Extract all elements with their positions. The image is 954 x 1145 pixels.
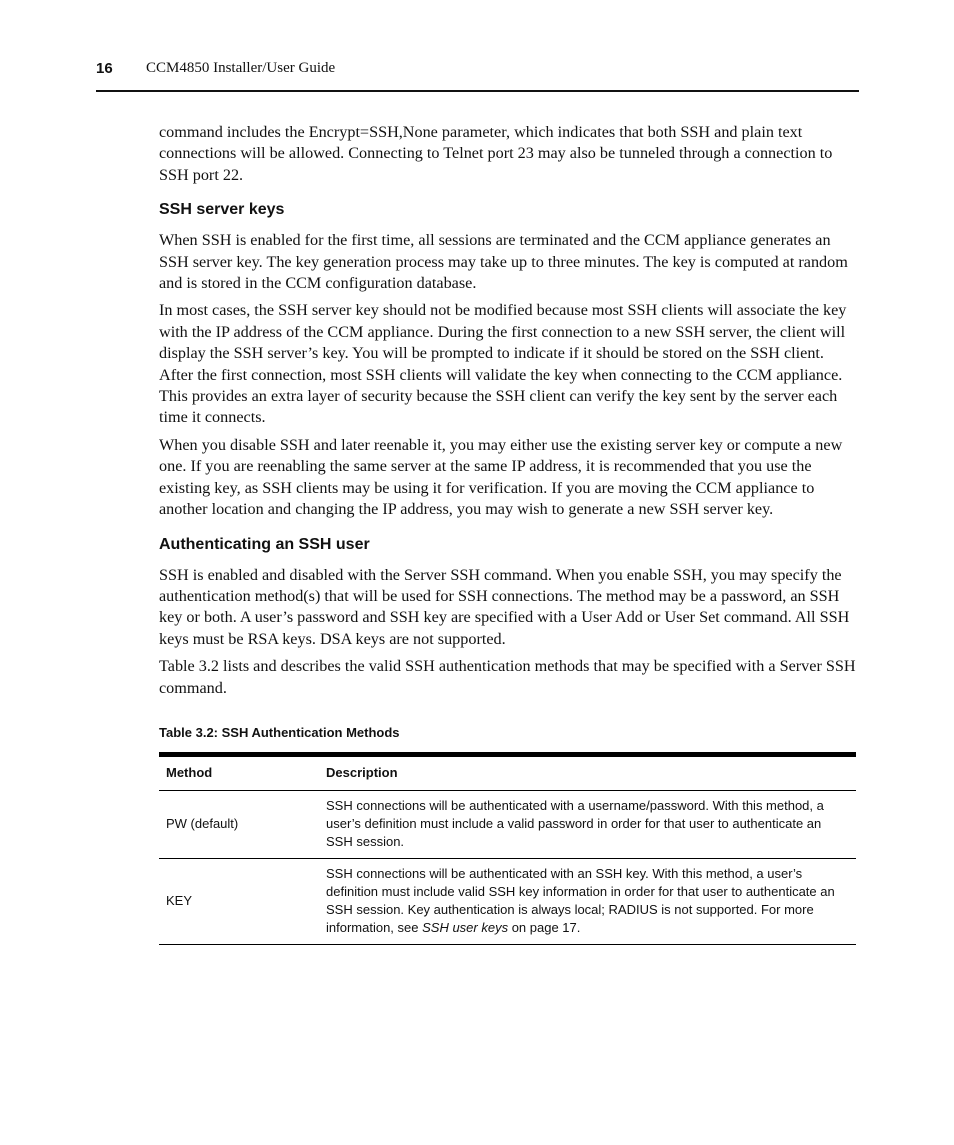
page-header <box>96 58 859 92</box>
description-cell: SSH connections will be authenticated with a username/password. With this method, a user’s definition must include a valid password in order for that user to authenticate an SSH session. <box>319 790 856 858</box>
description-cell <box>319 858 856 944</box>
server-keys-paragraph-3: When you disable SSH and later reenable it, you may either use the existing server key or compute a new one. If you are reenabling the same server at the same IP address, it is recommended that you use the existing key, as SSH clients may be using it for verification. If you are moving the CCM appliance to another location and changing the IP address, you may wish to generate a new SSH server key. <box>159 435 843 519</box>
table-row <box>159 790 856 858</box>
description-text-end: on page 17. <box>508 919 581 935</box>
table-row <box>159 858 856 944</box>
table-header-row <box>159 754 856 790</box>
ssh-auth-methods-table <box>159 752 856 945</box>
server-keys-paragraph-2: In most cases, the SSH server key should not be modified because most SSH clients will associate the key with the IP address of the CCM appliance. During the first connection to a new SSH server, the client will display the SSH server’s key. You will be prompted to indicate if it should be stored on the SSH client. After the first connection, most SSH clients will validate the key when connecting to the CCM appliance. This provides an extra layer of security because the SSH client can verify the key sent by the server each time it connects. <box>159 301 847 427</box>
column-header-description: Description <box>319 754 856 790</box>
guide-title: CCM4850 Installer/User Guide <box>146 60 336 76</box>
page-content <box>159 122 857 945</box>
table-caption: Table 3.2: SSH Authentication Methods <box>159 724 400 740</box>
heading-ssh-server-keys: SSH server keys <box>159 201 285 219</box>
auth-paragraph-2: Table 3.2 lists and describes the valid SSH authentication methods that may be specified with a Server SSH command. <box>159 657 856 697</box>
column-header-method: Method <box>159 754 319 790</box>
page-number: 16 <box>96 60 113 77</box>
heading-authenticating-ssh-user: Authenticating an SSH user <box>159 535 370 553</box>
intro-paragraph: command includes the Encrypt=SSH,None parameter, which indicates that both SSH and plain text connections will be allowed. Connecting to Telnet port 23 may also be tunneled through a connection to SSH port 22. <box>159 123 833 184</box>
method-cell: PW (default) <box>159 790 319 858</box>
description-text: SSH connections will be authenticated with an SSH key. With this method, a user’s definition must include valid SSH key information in order for that user to authenticate an SSH session. Key authentication is always local; RADIUS is not supported. For more information, see <box>326 865 835 935</box>
server-keys-paragraph-1: When SSH is enabled for the first time, all sessions are terminated and the CCM appliance generates an SSH server key. The key generation process may take up to three minutes. The key is computed at random and is stored in the CCM configuration database. <box>159 231 848 293</box>
auth-paragraph-1: SSH is enabled and disabled with the Server SSH command. When you enable SSH, you may specify the authentication method(s) that will be used for SSH connections. The method may be a password, an SSH key or both. A user’s password and SSH key are specified with a User Add or User Set command. All SSH keys must be RSA keys. DSA keys are not supported. <box>159 565 850 648</box>
cross-reference-link[interactable]: SSH user keys <box>422 919 509 935</box>
method-cell: KEY <box>159 858 319 944</box>
